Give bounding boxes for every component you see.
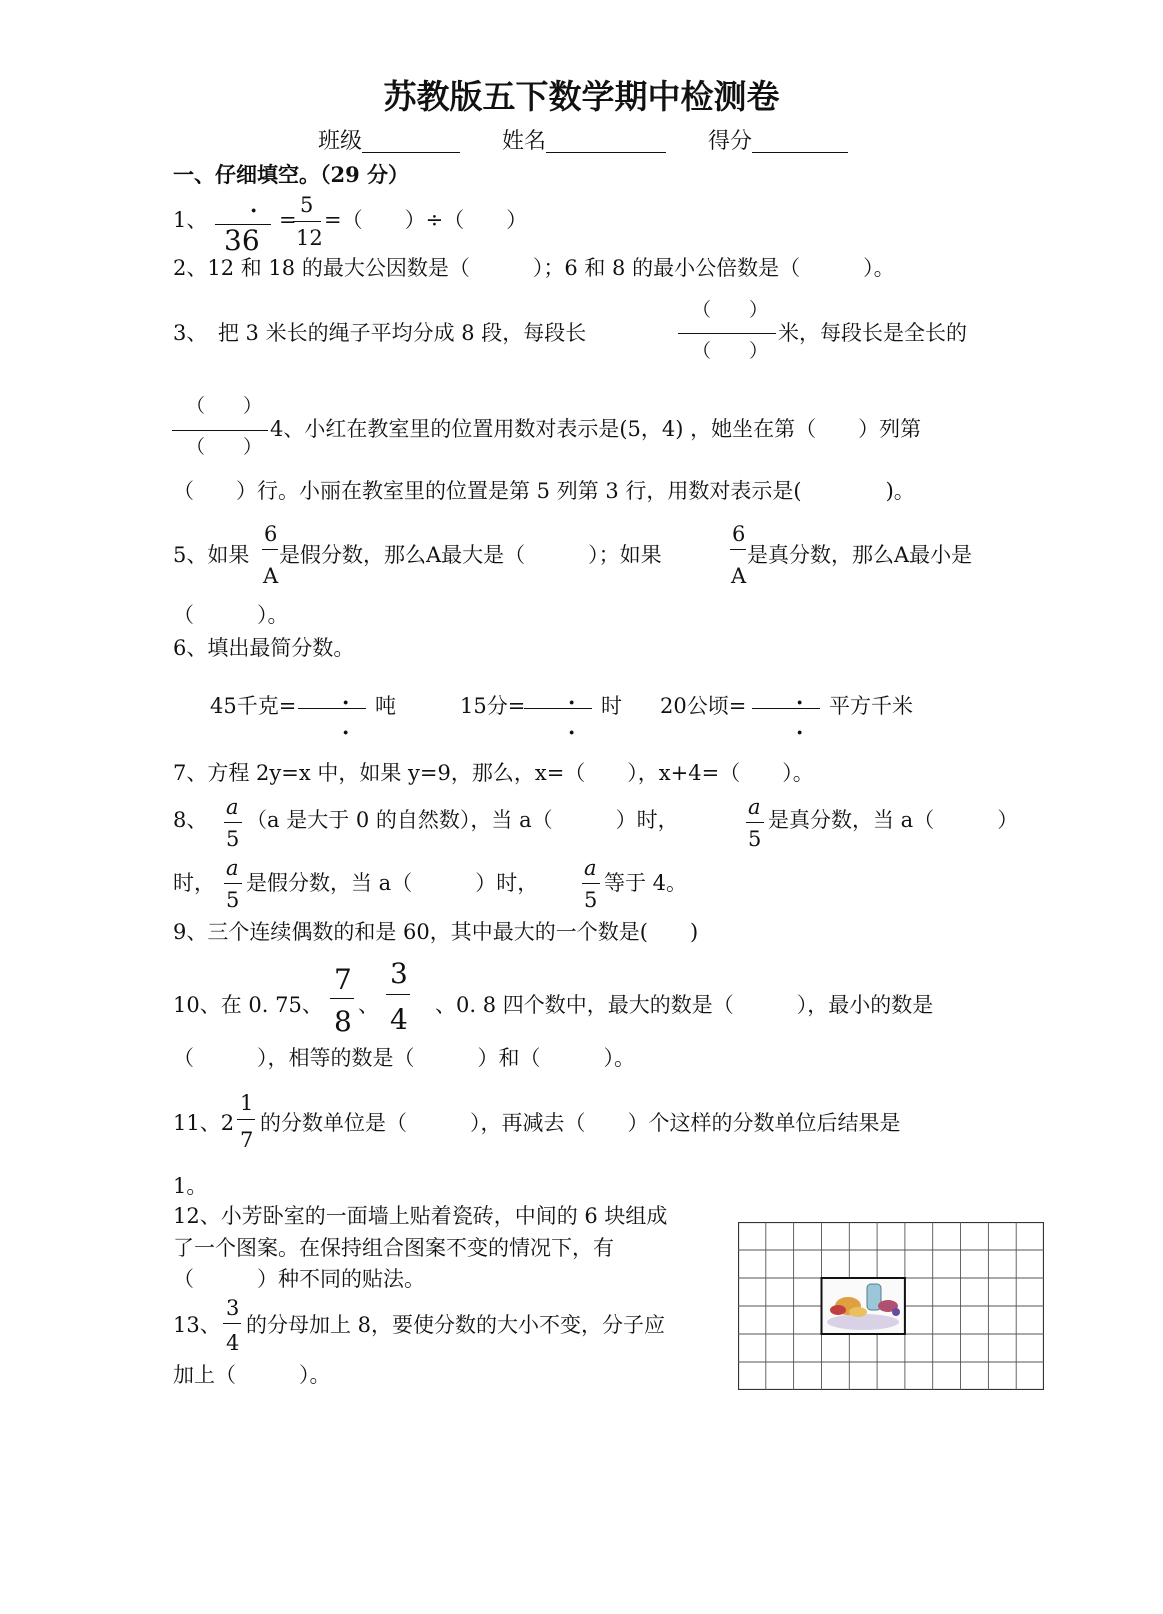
score-label: 得分 <box>708 129 753 154</box>
q8-d1: 5 <box>226 827 240 851</box>
q4-text: 4、小红在教室里的位置用数对表示是(5，4) ，她坐在第（ ）列第 <box>270 417 922 441</box>
tile-pattern-picture <box>822 1278 905 1334</box>
q8-bar1 <box>224 822 242 823</box>
score-blank[interactable] <box>752 132 848 153</box>
q6-unit2: 时 <box>601 694 622 718</box>
q13-bar <box>223 1323 241 1324</box>
q8-e: 等于 4。 <box>604 871 688 895</box>
section-heading: 一、仔细填空。（29 分） <box>173 162 410 187</box>
q12-line3: （ ）种不同的贴法。 <box>173 1267 425 1291</box>
q1-number: 1、 <box>173 208 208 232</box>
q7-text: 7、方程 2y=x 中，如果 y=9，那么，x=（ ），x+4=（ ）。 <box>173 761 814 785</box>
q6-dot1a: · <box>342 690 350 715</box>
q8-n4: a <box>584 856 597 880</box>
q6-dot2b: · <box>568 720 576 745</box>
q3-paren-top: （ ） <box>692 299 769 321</box>
q10-d2: 4 <box>390 1003 408 1036</box>
q8-n2: a <box>748 795 761 819</box>
q1-num2: 5 <box>300 193 314 217</box>
q8-c: 时， <box>173 871 215 895</box>
q6-bar2 <box>524 708 592 709</box>
class-blank[interactable] <box>362 132 460 153</box>
q5-c: 是真分数，那么A最小是 <box>747 543 973 567</box>
q8-d3: 5 <box>226 888 240 912</box>
q5-d1: A <box>263 564 279 588</box>
q5-n2: 6 <box>732 522 746 546</box>
q6-item3: 20公顷= <box>660 694 747 718</box>
q10-sep: 、 <box>358 993 379 1017</box>
q5-b: 是假分数，那么A最大是（ ）；如果 <box>279 543 662 567</box>
q10-b: 、0. 8 四个数中，最大的数是（ ），最小的数是 <box>435 993 934 1017</box>
q6-dot3a: · <box>796 690 804 715</box>
q6-text: 6、填出最简分数。 <box>173 636 355 660</box>
q5-line2: （ ）。 <box>173 603 289 627</box>
tile-grid-figure <box>738 1222 1044 1390</box>
q5-d2: A <box>731 564 747 588</box>
q3-post: 米，每段长是全长的 <box>778 321 967 345</box>
q8-bar2 <box>746 822 764 823</box>
tile-grid-svg <box>738 1222 1044 1390</box>
q10-line2: （ ），相等的数是（ ）和（ ）。 <box>173 1046 635 1070</box>
q13-a: 13、 <box>173 1313 221 1337</box>
q6-dot3b: · <box>796 720 804 745</box>
q8-d2: 5 <box>748 827 762 851</box>
q10-d1: 8 <box>334 1005 352 1038</box>
page-title: 苏教版五下数学期中检测卷 <box>383 77 780 116</box>
q11-a: 11、2 <box>173 1111 235 1135</box>
q11-n: 1 <box>240 1091 254 1115</box>
q10-n2: 3 <box>390 957 408 990</box>
q6-unit3: 平方千米 <box>829 694 913 718</box>
class-field <box>318 131 460 153</box>
q11-d: 7 <box>240 1128 254 1152</box>
q13-n: 3 <box>226 1296 240 1320</box>
q10-bar1 <box>330 998 354 999</box>
q8-b: 是真分数，当 a（ ） <box>768 808 1019 832</box>
q3-frac-bar <box>678 333 776 334</box>
name-blank[interactable] <box>546 132 666 153</box>
q11-b: 的分数单位是（ ），再减去（ ）个这样的分数单位后结果是 <box>260 1111 901 1135</box>
q8-d4: 5 <box>584 888 598 912</box>
q8-bar4 <box>582 883 600 884</box>
q11-line2: 1。 <box>173 1174 208 1198</box>
q6-bar3 <box>752 708 820 709</box>
name-field <box>502 131 666 153</box>
q3-pre: 3、 把 3 米长的绳子平均分成 8 段，每段长 <box>173 321 587 345</box>
q8-n3: a <box>226 856 239 880</box>
name-label: 姓名 <box>502 129 547 154</box>
q13-line2: 加上（ ）。 <box>173 1363 331 1387</box>
q8-bar3 <box>224 883 242 884</box>
q3b-paren-top: （ ） <box>186 395 263 417</box>
q1-rest: =（ ）÷（ ） <box>324 208 528 232</box>
q12-line2: 了一个图案。在保持组合图案不变的情况下，有 <box>173 1236 614 1260</box>
q1-frac2-bar <box>293 221 321 222</box>
q4-line2: （ ）行。小丽在教室里的位置是第 5 列第 3 行，用数对表示是( )。 <box>173 479 915 503</box>
q6-dot1b: · <box>342 720 350 745</box>
q5-bar1 <box>262 549 278 550</box>
q5-a: 5、如果 <box>173 543 250 567</box>
q6-unit1: 吨 <box>375 694 396 718</box>
q13-d: 4 <box>226 1331 240 1355</box>
q11-bar <box>237 1119 255 1120</box>
q10-bar2 <box>386 994 410 995</box>
q1-eq: = <box>279 208 297 232</box>
score-field <box>708 131 848 153</box>
class-label: 班级 <box>318 129 363 154</box>
q6-bar1 <box>298 708 366 709</box>
q8-a: （a 是大于 0 的自然数），当 a（ ）时， <box>246 808 679 832</box>
q1-den1: 36 <box>224 224 260 257</box>
q1-dot: · <box>250 198 258 223</box>
q10-n1: 7 <box>334 963 352 996</box>
q9-text: 9、三个连续偶数的和是 60，其中最大的一个数是( ) <box>173 920 699 944</box>
q3-paren-bottom: （ ） <box>692 340 769 362</box>
q6-dot2a: · <box>568 690 576 715</box>
q8-d2text: 是假分数，当 a（ ）时， <box>246 871 539 895</box>
q5-bar2 <box>730 549 746 550</box>
q5-n1: 6 <box>264 522 278 546</box>
q6-item1: 45千克= <box>210 694 297 718</box>
q8-number: 8、 <box>173 808 208 832</box>
q1-den2: 12 <box>296 226 323 250</box>
q3b-frac-bar <box>172 430 268 431</box>
q10-a: 10、在 0. 75、 <box>173 993 323 1017</box>
q6-item2: 15分= <box>460 694 526 718</box>
q12-line1: 12、小芳卧室的一面墙上贴着瓷砖，中间的 6 块组成 <box>173 1204 668 1228</box>
q8-n1: a <box>226 795 239 819</box>
q13-b: 的分母加上 8，要使分数的大小不变，分子应 <box>246 1313 666 1337</box>
q2-text: 2、12 和 18 的最大公因数是（ ）；6 和 8 的最小公倍数是（ ）。 <box>173 256 895 280</box>
q3b-paren-bottom: （ ） <box>186 436 263 458</box>
